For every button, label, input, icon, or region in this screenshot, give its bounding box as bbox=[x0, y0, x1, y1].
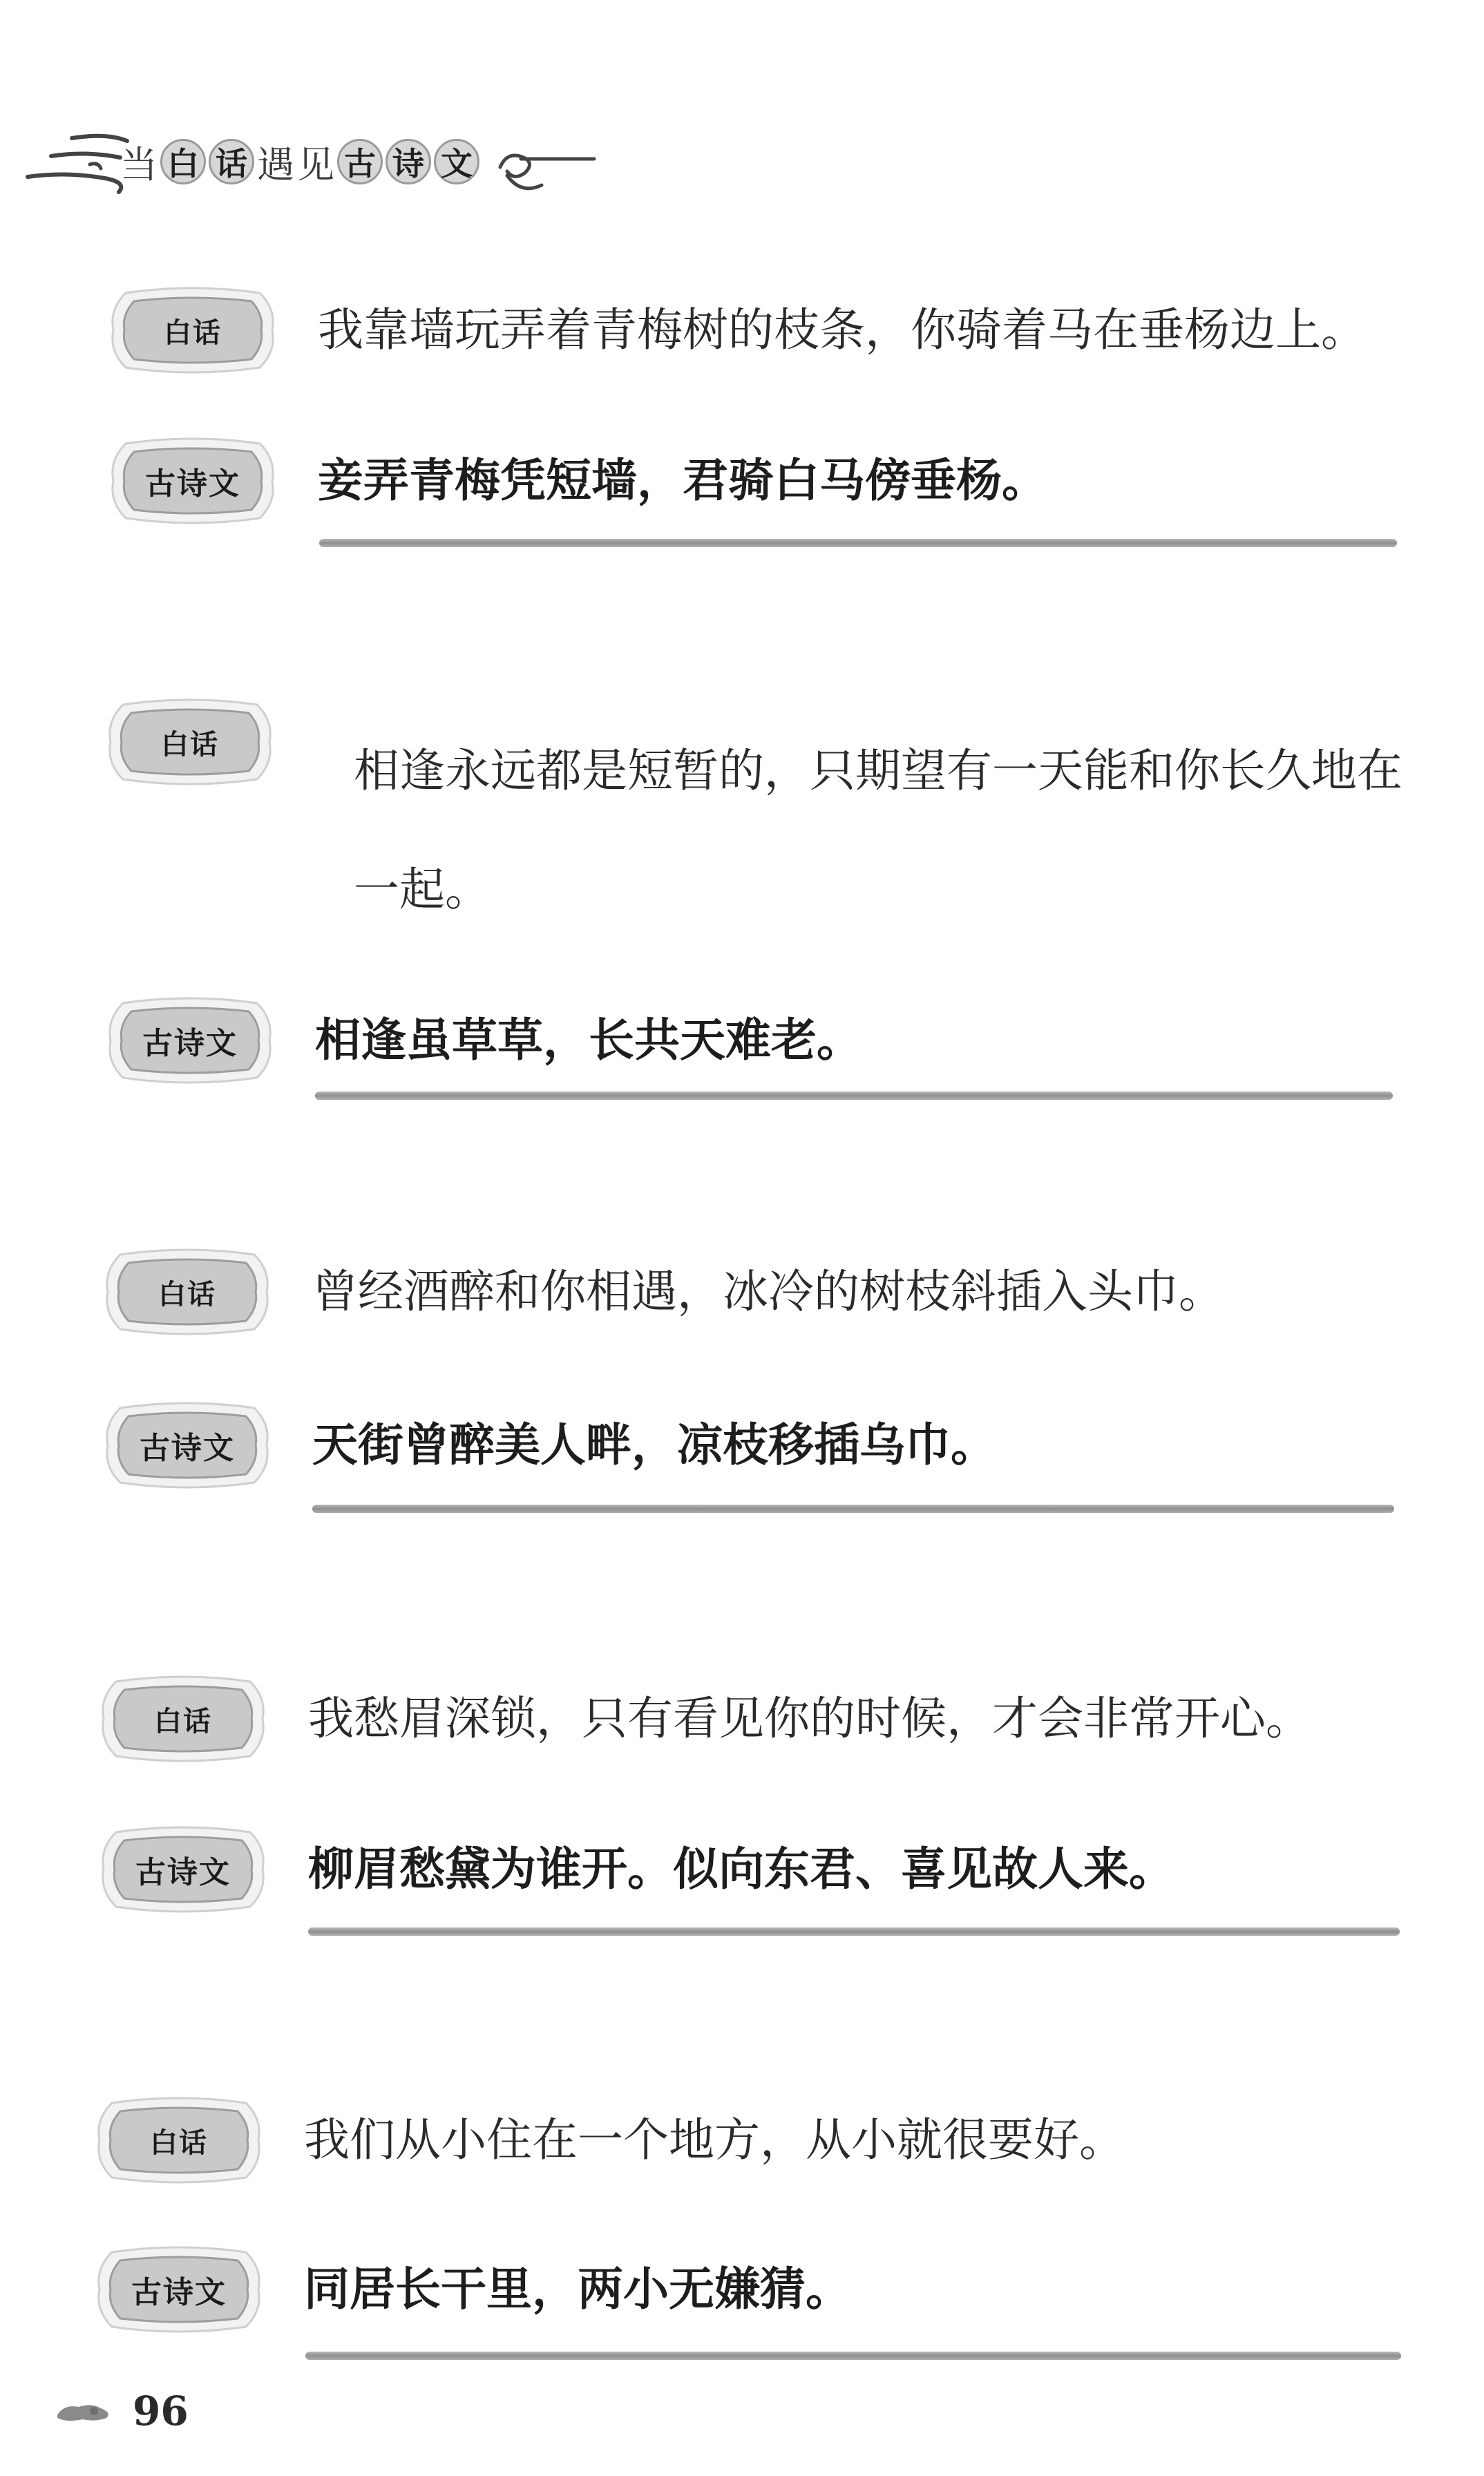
page-number: 96 bbox=[133, 2388, 189, 2435]
baihua-label: 白话 bbox=[158, 1278, 216, 1311]
divider-line bbox=[312, 1505, 1394, 1513]
gushiwen-row bbox=[101, 1401, 996, 1489]
header-char: 当 bbox=[120, 142, 158, 187]
baihua-label: 白话 bbox=[164, 316, 222, 349]
header-char-circled: 白 bbox=[160, 139, 206, 184]
baihua-label: 白话 bbox=[154, 1705, 212, 1737]
baihua-badge bbox=[93, 2096, 265, 2184]
baihua-badge bbox=[106, 286, 279, 374]
baihua-row bbox=[106, 286, 1367, 374]
gushiwen-label: 古诗文 bbox=[140, 1431, 235, 1466]
gushiwen-text: 妾弄青梅凭短墙，君骑白马傍垂杨。 bbox=[318, 454, 1047, 507]
cloud-scroll-icon bbox=[23, 123, 134, 199]
baihua-row bbox=[97, 1675, 1311, 1763]
gushiwen-row bbox=[104, 996, 862, 1085]
gushiwen-text: 柳眉愁黛为谁开。似向东君、喜见故人来。 bbox=[308, 1842, 1174, 1896]
gushiwen-badge bbox=[106, 437, 279, 525]
baihua-label: 白话 bbox=[150, 2126, 208, 2159]
header-char-circled: 古 bbox=[337, 139, 383, 184]
header-char-circled: 文 bbox=[434, 139, 479, 184]
gushiwen-text: 相逢虽草草，长共天难老。 bbox=[315, 1013, 862, 1067]
baihua-row bbox=[104, 698, 276, 786]
baihua-label: 白话 bbox=[161, 728, 219, 761]
divider-line bbox=[315, 1092, 1393, 1100]
baihua-badge bbox=[104, 698, 276, 786]
page-footer bbox=[55, 2388, 189, 2435]
header-char-circled: 诗 bbox=[386, 139, 431, 184]
gushiwen-label: 古诗文 bbox=[135, 1855, 231, 1890]
baihua-text: 我靠墙玩弄着青梅树的枝条，你骑着马在垂杨边上。 bbox=[318, 303, 1367, 356]
gushiwen-badge bbox=[97, 1825, 269, 1914]
baihua-row bbox=[101, 1248, 1224, 1336]
running-header bbox=[23, 123, 590, 206]
gushiwen-label: 古诗文 bbox=[145, 466, 240, 502]
gushiwen-label: 古诗文 bbox=[142, 1026, 238, 1061]
baihua-row bbox=[93, 2096, 1125, 2184]
baihua-text: 我们从小住在一个地方，从小就很要好。 bbox=[304, 2113, 1125, 2166]
header-char-circled: 话 bbox=[209, 139, 254, 184]
baihua-text: 曾经酒醉和你相遇，冰冷的树枝斜插入头巾。 bbox=[312, 1265, 1224, 1318]
baihua-text: 我愁眉深锁，只有看见你的时候，才会非常开心。 bbox=[308, 1692, 1311, 1745]
swirl-tail-icon bbox=[493, 137, 597, 199]
gushiwen-row bbox=[97, 1825, 1174, 1914]
gushiwen-text: 天街曾醉美人畔，凉枝移插乌巾。 bbox=[312, 1418, 996, 1472]
header-char: 见 bbox=[297, 142, 334, 187]
divider-line bbox=[319, 539, 1397, 547]
gushiwen-row bbox=[93, 2245, 851, 2334]
gushiwen-label: 古诗文 bbox=[131, 2275, 227, 2310]
gushiwen-badge bbox=[93, 2245, 265, 2334]
gushiwen-badge bbox=[104, 996, 276, 1085]
ink-blot-icon bbox=[55, 2397, 113, 2425]
gushiwen-badge bbox=[101, 1401, 274, 1489]
divider-line bbox=[308, 1927, 1400, 1936]
baihua-badge bbox=[97, 1675, 269, 1763]
baihua-text: 相逢永远都是短暂的，只期望有一天能和你长久地在一起。 bbox=[354, 744, 1402, 916]
divider-line bbox=[305, 2352, 1401, 2360]
gushiwen-row bbox=[106, 437, 1047, 525]
baihua-badge bbox=[101, 1248, 274, 1336]
header-char: 遇 bbox=[257, 142, 294, 187]
header-title bbox=[119, 133, 481, 191]
gushiwen-text: 同居长干里，两小无嫌猜。 bbox=[304, 2263, 851, 2316]
